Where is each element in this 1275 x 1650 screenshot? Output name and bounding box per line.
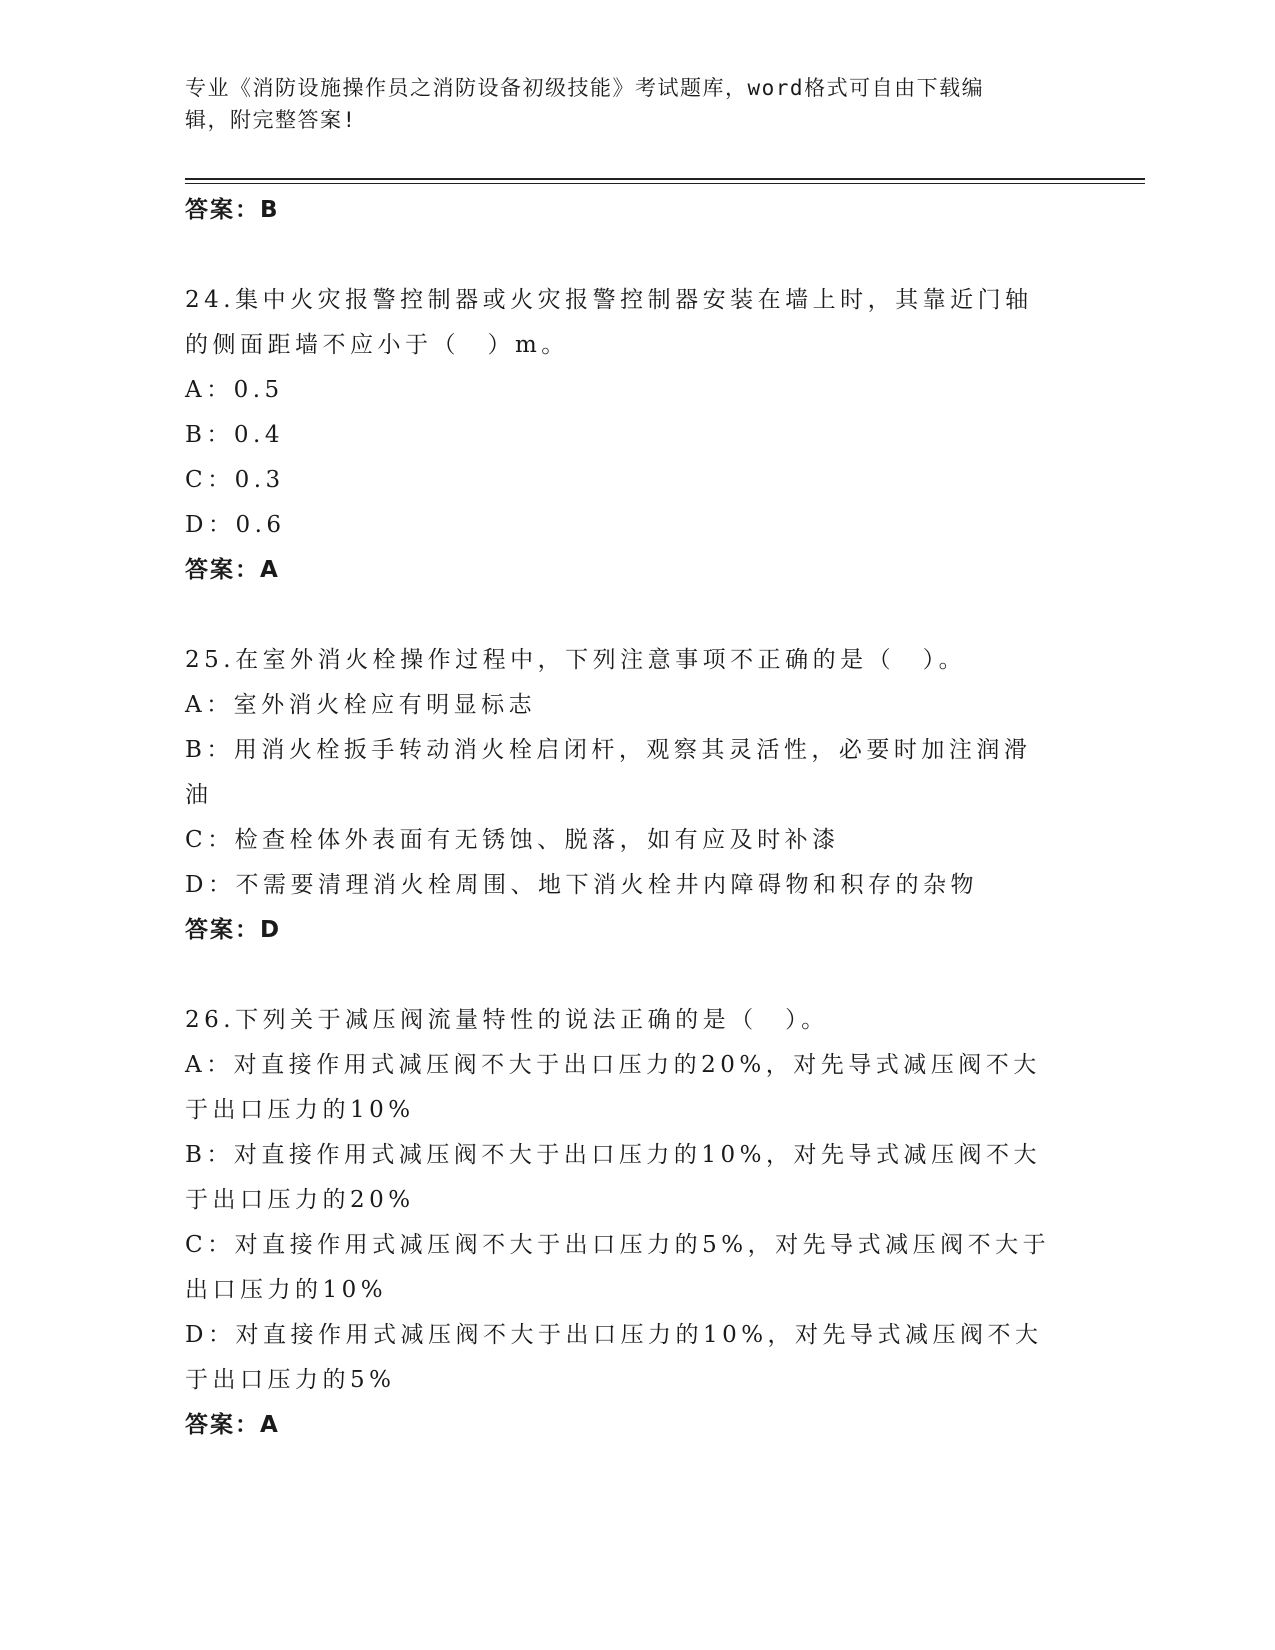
answer-previous: 答案：B bbox=[185, 197, 280, 223]
option-a: A：室外消火栓应有明显标志 bbox=[185, 692, 537, 718]
answer-24: 答案：A bbox=[185, 557, 280, 583]
option-a: A：对直接作用式减压阀不大于出口压力的20%，对先导式减压阀不大 bbox=[185, 1052, 1041, 1078]
question-stem-line-1: 24.集中火灾报警控制器或火灾报警控制器安装在墙上时，其靠近门轴 bbox=[185, 287, 1033, 313]
option-b-continued: 油 bbox=[185, 782, 213, 808]
header-rule-thin bbox=[185, 183, 1145, 184]
page-header bbox=[185, 72, 1065, 136]
question-stem-line-1: 25.在室外消火栓操作过程中，下列注意事项不正确的是（ ）。 bbox=[185, 647, 967, 673]
question-stem-line-1: 26.下列关于减压阀流量特性的说法正确的是（ ）。 bbox=[185, 1007, 829, 1033]
option-c: C：0.3 bbox=[185, 467, 285, 493]
option-a: A：0.5 bbox=[185, 377, 284, 403]
question-24 bbox=[185, 278, 1085, 593]
header-line-2: 辑，附完整答案! bbox=[185, 108, 357, 132]
option-b-continued: 于出口压力的20% bbox=[185, 1187, 415, 1213]
option-d: D：对直接作用式减压阀不大于出口压力的10%，对先导式减压阀不大 bbox=[185, 1322, 1043, 1348]
option-c: C：检查栓体外表面有无锈蚀、脱落，如有应及时补漆 bbox=[185, 827, 840, 853]
option-b: B：0.4 bbox=[185, 422, 284, 448]
question-25 bbox=[185, 638, 1085, 953]
header-rule-thick bbox=[185, 178, 1145, 180]
option-b: B：对直接作用式减压阀不大于出口压力的10%，对先导式减压阀不大 bbox=[185, 1142, 1042, 1168]
answer-25: 答案：D bbox=[185, 917, 282, 943]
option-c-continued: 出口压力的10% bbox=[185, 1277, 388, 1303]
option-b: B：用消火栓扳手转动消火栓启闭杆，观察其灵活性，必要时加注润滑 bbox=[185, 737, 1032, 763]
option-a-continued: 于出口压力的10% bbox=[185, 1097, 415, 1123]
question-stem-line-2: 的侧面距墙不应小于（ ）m。 bbox=[185, 332, 569, 358]
header-line-1: 专业《消防设施操作员之消防设备初级技能》考试题库，word格式可自由下载编 bbox=[185, 76, 985, 100]
option-d: D：不需要清理消火栓周围、地下消火栓井内障碍物和积存的杂物 bbox=[185, 872, 978, 898]
option-d: D：0.6 bbox=[185, 512, 286, 538]
option-d-continued: 于出口压力的5% bbox=[185, 1367, 396, 1393]
answer-26: 答案：A bbox=[185, 1412, 280, 1438]
question-content bbox=[185, 188, 1085, 1448]
option-c: C：对直接作用式减压阀不大于出口压力的5%，对先导式减压阀不大于 bbox=[185, 1232, 1051, 1258]
question-26 bbox=[185, 998, 1085, 1448]
